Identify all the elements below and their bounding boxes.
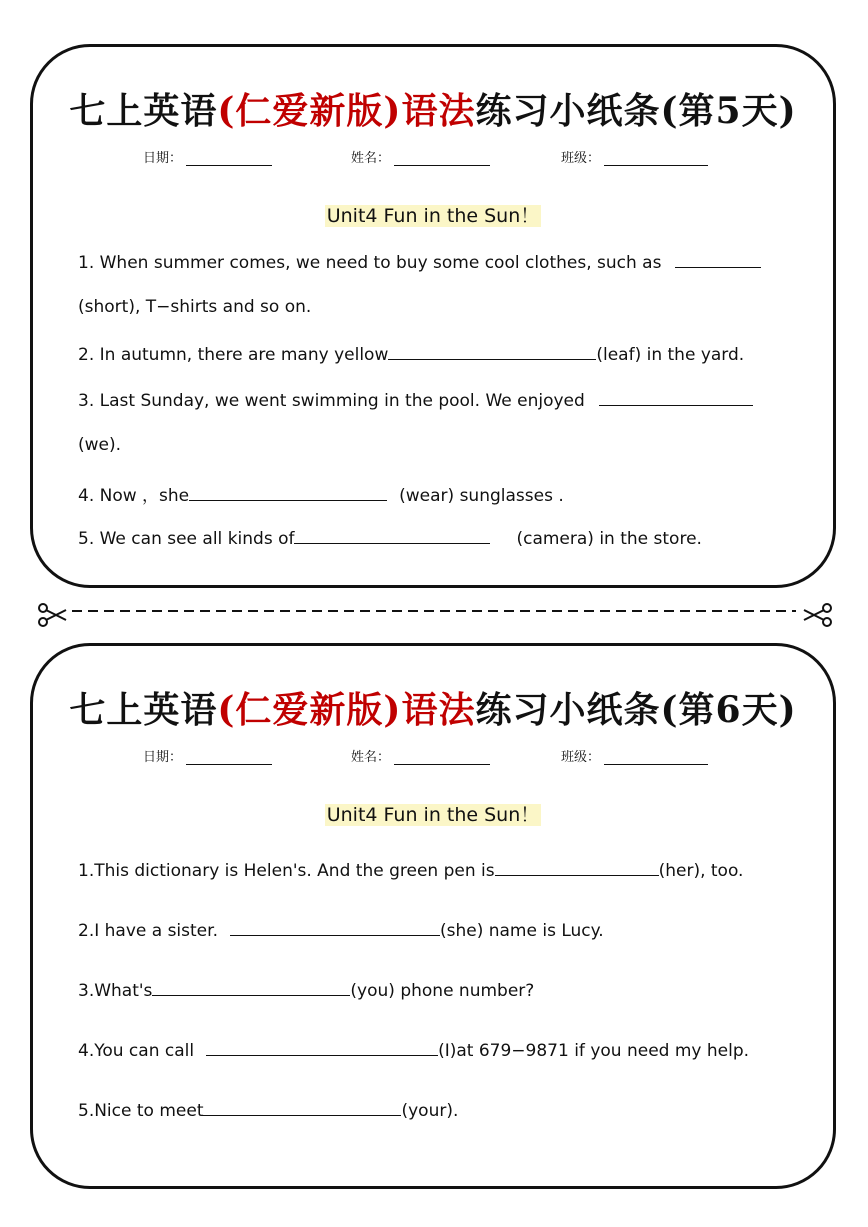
worksheet-card-day6 — [30, 643, 836, 1189]
question-1: 1. When summer comes, we need to buy some cool clothes, such as — [78, 251, 761, 273]
name-field[interactable] — [351, 746, 490, 765]
title-grammar: 语法 — [401, 689, 476, 731]
cut-line-graphic — [0, 598, 868, 630]
answer-blank[interactable] — [189, 484, 387, 501]
answer-blank[interactable] — [203, 1099, 401, 1116]
worksheet-card-day5 — [30, 44, 836, 588]
question-3-cont: (we). — [78, 435, 122, 455]
name-label: 姓名： — [351, 750, 391, 765]
answer-blank[interactable] — [294, 527, 490, 544]
date-label: 日期： — [143, 750, 183, 765]
title-rest: 练习小纸条(第6天) — [475, 689, 797, 731]
card-title — [33, 83, 833, 134]
date-field[interactable] — [143, 147, 272, 166]
answer-blank[interactable] — [230, 919, 440, 936]
date-label: 日期： — [143, 151, 183, 166]
title-prefix: 七上英语 — [69, 90, 218, 132]
answer-blank[interactable] — [388, 343, 596, 360]
date-field[interactable] — [143, 746, 272, 765]
answer-blank[interactable] — [675, 251, 761, 268]
question-4: 4. Now ，she (wear) sunglasses . — [78, 486, 564, 506]
date-blank[interactable] — [186, 151, 272, 166]
title-grammar: 语法 — [401, 90, 476, 132]
answer-blank[interactable] — [495, 859, 659, 876]
scissors-icon — [39, 604, 66, 626]
class-field[interactable] — [561, 746, 708, 765]
name-label: 姓名： — [351, 151, 391, 166]
title-edition: (仁爱新版) — [217, 90, 402, 132]
class-blank[interactable] — [604, 151, 708, 166]
scissors-icon — [804, 604, 831, 626]
title-rest: 练习小纸条(第5天) — [475, 90, 797, 132]
unit-subtitle: Unit4 Fun in the Sun！ — [326, 804, 540, 826]
class-field[interactable] — [561, 147, 708, 166]
date-blank[interactable] — [186, 750, 272, 765]
question-1-cont: (short), T−shirts and so on. — [78, 297, 312, 317]
question-4: 4.You can call (I)at 679−9871 if you need my help. — [78, 1041, 750, 1061]
name-blank[interactable] — [394, 151, 490, 166]
answer-blank[interactable] — [599, 389, 753, 406]
name-blank[interactable] — [394, 750, 490, 765]
unit-subtitle: Unit4 Fun in the Sun！ — [326, 205, 540, 227]
question-5: 5. We can see all kinds of (camera) in the store. — [78, 529, 702, 549]
student-info-row — [33, 147, 833, 167]
question-3: 3.What's (you) phone number? — [78, 981, 535, 1001]
title-edition: (仁爱新版) — [217, 689, 402, 731]
answer-blank[interactable] — [206, 1039, 438, 1056]
question-1: 1.This dictionary is Helen's. And the green pen is (her), too. — [78, 861, 744, 881]
class-blank[interactable] — [604, 750, 708, 765]
name-field[interactable] — [351, 147, 490, 166]
question-5: 5.Nice to meet (your). — [78, 1101, 459, 1121]
student-info-row — [33, 746, 833, 766]
cut-line — [0, 598, 868, 630]
question-2: 2. In autumn, there are many yellow (leaf) in the yard. — [78, 345, 745, 365]
question-3: 3. Last Sunday, we went swimming in the pool. We enjoyed — [78, 389, 753, 411]
title-prefix: 七上英语 — [69, 689, 218, 731]
class-label: 班级： — [561, 151, 601, 166]
question-2: 2.I have a sister. (she) name is Lucy. — [78, 921, 604, 941]
card-title — [33, 682, 833, 733]
answer-blank[interactable] — [152, 979, 350, 996]
class-label: 班级： — [561, 750, 601, 765]
